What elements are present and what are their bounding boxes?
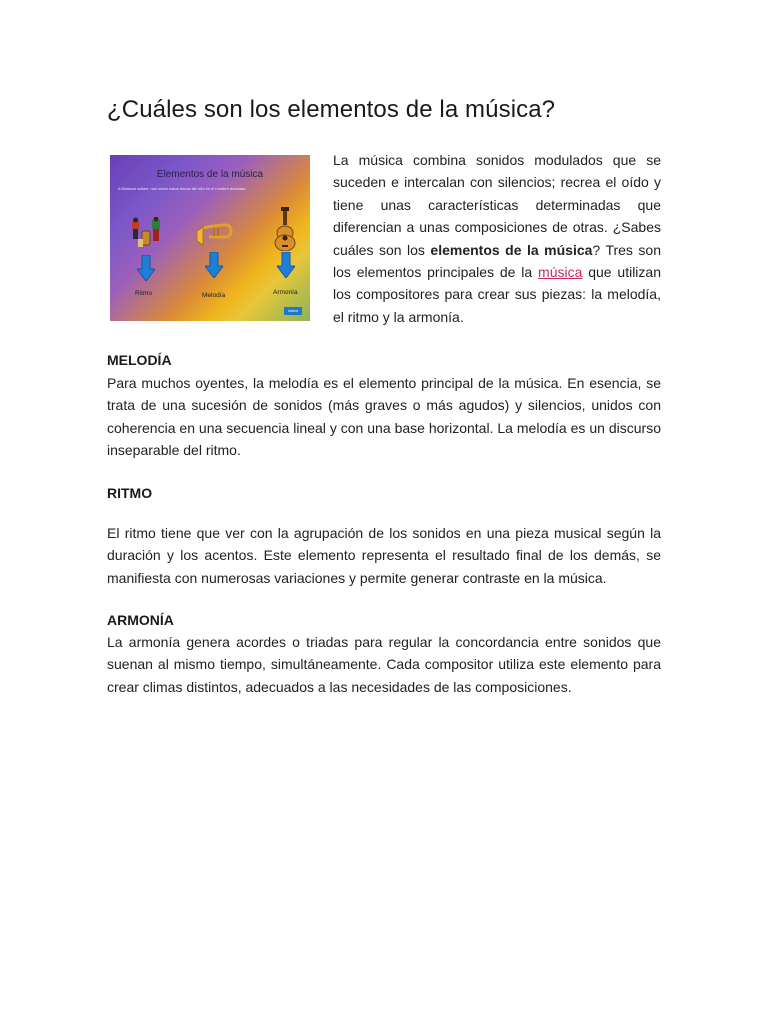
image-subtitle: A Músicos saben: nos sobre estos temas del ello en el nombre deseado. [118,186,247,191]
image-label-ritmo: Ritmo [135,290,152,297]
down-arrow-icon [205,252,223,278]
drums-people-icon [130,217,166,249]
image-title: Elementos de la música [156,169,264,180]
section-text-armonia: La armonía genera acordes o triadas para regular la concordancia entre sonidos que suenan al mismo tiempo, simultáneamente. Cada compositor utiliza este elemento para crear climas distintos, adecuados a las necesidades de las composiciones. [107,634,661,695]
section-heading-melodia: MELODÍA [107,352,172,368]
intro-text-1: La música combina sonidos modulados que se suceden e intercalan con silencios; recrea el oído y tiene unas características determinadas que diferencian a unas composiciones de otras. ¿Sabes cuáles son los [333,152,661,258]
down-arrow-icon [277,252,295,278]
musica-link[interactable]: música [538,264,583,281]
music-elements-image [110,155,310,321]
down-arrow-icon [137,255,155,281]
image-label-armonia: Armonía [273,289,298,296]
intro-paragraph [333,149,661,328]
image-label-melodia: Melodía [202,292,226,299]
trumpet-icon [195,217,235,247]
image-index-badge: índice [284,307,302,315]
intro-text-3: que utilizan los compositores para crear sus piezas: la melodía, el ritmo y la armonía. [333,264,661,325]
section-heading-ritmo: RITMO [107,485,153,501]
intro-bold-phrase: elementos de la música [430,241,593,258]
section-text-ritmo: El ritmo tiene que ver con la agrupación de los sonidos en una pieza musical según la duración y los acentos. Este elemento representa el resultado final de los demás, se manifiesta con numerosas variaciones y permite generar contraste en la música. [107,525,661,586]
section-text-melodia: Para muchos oyentes, la melodía es el elemento principal de la música. En esencia, se trata de una sucesión de sonidos (más graves o más agudos) y silencios, unidos con coherencia en una secuencia lineal y con una base horizontal. La melodía es un discurso inseparable del ritmo. [107,375,661,459]
section-heading-armonia: ARMONÍA [107,612,174,628]
page-title: ¿Cuáles son los elementos de la música? [107,96,556,123]
intro-text-2: ? Tres son los elementos principales de la [333,241,661,281]
guitar-icon [272,207,298,251]
